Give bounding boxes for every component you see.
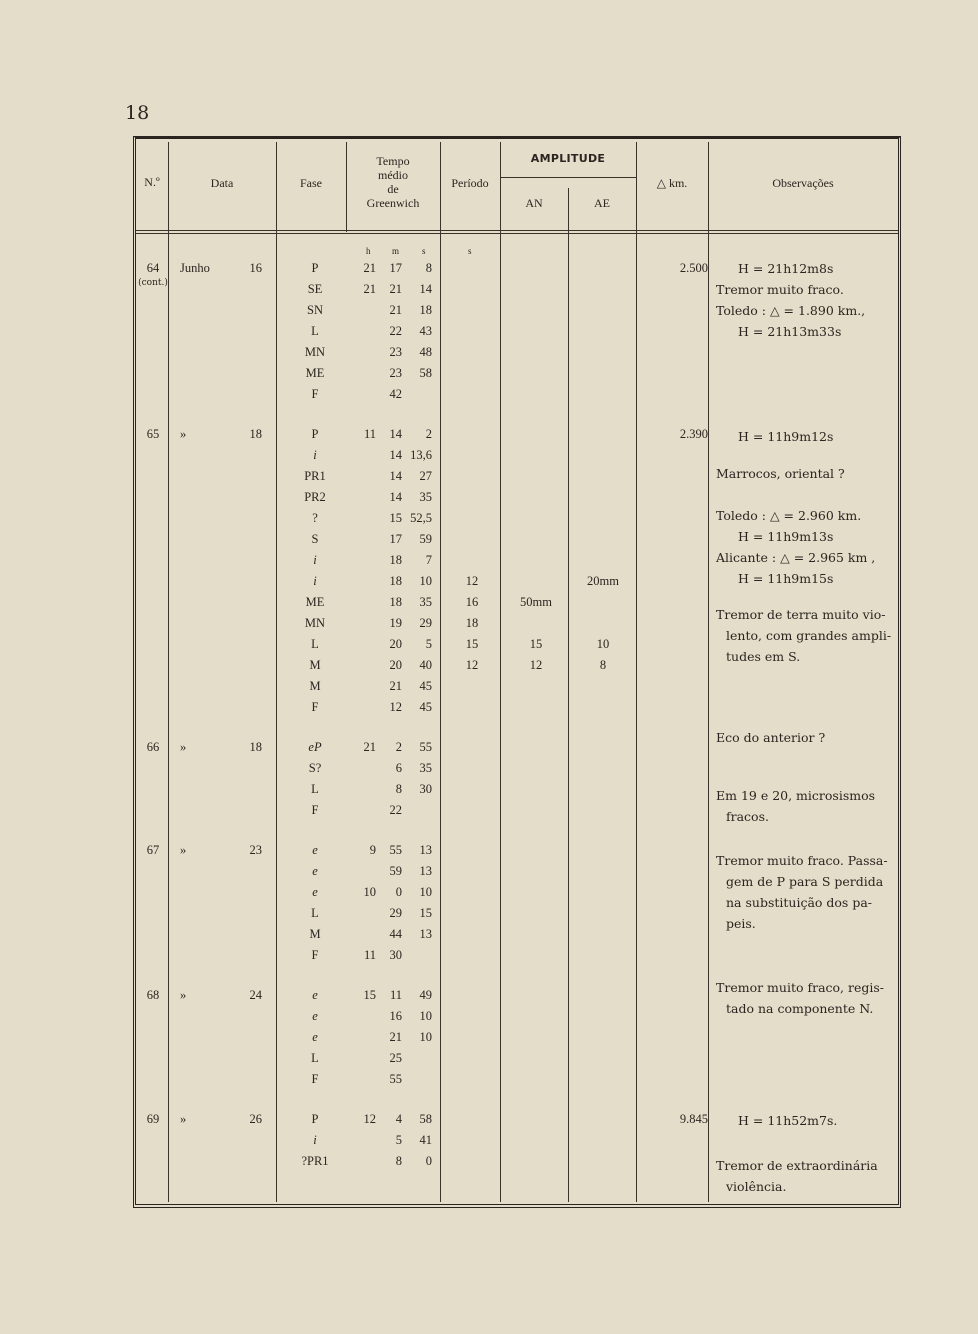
cell-an: 15 (529, 637, 543, 651)
cell-m: 30 (389, 948, 402, 962)
header-tempo-line: Greenwich (366, 196, 420, 210)
cell-m: 25 (389, 1051, 402, 1065)
cell-num: 67 (146, 843, 160, 857)
cell-month: Junho (180, 261, 210, 275)
cell-s: 2 (425, 427, 432, 441)
observation-line: Marrocos, oriental ? (716, 466, 845, 481)
cell-phase: P (311, 261, 319, 275)
cell-an: 50mm (520, 595, 552, 609)
unit-s: s (422, 246, 426, 256)
table-row (136, 1048, 898, 1069)
cell-m: 55 (389, 1072, 402, 1086)
cell-phase: i (313, 574, 317, 588)
cell-phase: PR2 (304, 490, 326, 504)
header-data: Data (210, 176, 234, 190)
cell-phase: F (311, 387, 319, 401)
cell-s: 10 (419, 1009, 432, 1023)
cell-m: 14 (389, 490, 402, 504)
cell-num: 69 (146, 1112, 160, 1126)
observation-line: H = 11h52m7s. (738, 1113, 838, 1128)
cell-phase: i (313, 553, 317, 567)
observation (716, 850, 898, 934)
table-row (136, 1027, 898, 1048)
cell-m: 20 (389, 637, 402, 651)
observation-line: Tremor de extraordinária (716, 1158, 878, 1173)
cell-num: 65 (146, 427, 160, 441)
cell-s: 13,6 (410, 448, 432, 462)
cell-month: » (180, 427, 187, 441)
table-row (136, 1069, 898, 1090)
header-km: △ km. (656, 176, 688, 190)
amplitude-divider (500, 177, 636, 178)
cell-m: 55 (389, 843, 402, 857)
cell-s: 10 (419, 574, 432, 588)
cell-s: 49 (419, 988, 432, 1002)
cell-s: 43 (419, 324, 432, 338)
cell-s: 59 (419, 532, 432, 546)
cell-m: 5 (395, 1133, 402, 1147)
cell-s: 55 (419, 740, 432, 754)
observation-line: fracos. (726, 809, 769, 824)
cell-phase: e (312, 988, 318, 1002)
header-an-label: AN (525, 196, 543, 210)
cell-ae: 10 (596, 637, 610, 651)
observation-line: Eco do anterior ? (716, 730, 826, 745)
cell-s: 35 (419, 761, 432, 775)
header-amplitude: AMPLITUDE (530, 152, 606, 165)
cell-phase: M (309, 658, 321, 672)
observation-line: tado na componente N. (726, 1001, 874, 1016)
cell-h: 12 (363, 1112, 376, 1126)
header-ae (568, 196, 636, 210)
cell-m: 21 (389, 1030, 402, 1044)
cell-h: 21 (363, 282, 376, 296)
header-tempo (346, 154, 440, 210)
observation (716, 505, 898, 589)
observation-line: lento, com grandes ampli- (726, 628, 892, 643)
cell-phase: MN (304, 616, 326, 630)
cell-phase: F (311, 948, 319, 962)
cell-m: 18 (389, 574, 402, 588)
observation-line: gem de P para S perdida (726, 874, 884, 889)
observation-line: H = 21h12m8s (738, 261, 834, 276)
cell-m: 21 (389, 303, 402, 317)
observation-line: Tremor muito fraco. Passa- (716, 853, 888, 868)
cell-phase: e (312, 885, 318, 899)
cell-s: 41 (419, 1133, 432, 1147)
cell-phase: SE (307, 282, 323, 296)
cell-phase: eP (308, 740, 322, 754)
cell-s: 5 (425, 637, 432, 651)
cell-m: 23 (389, 345, 402, 359)
observation (716, 977, 898, 1019)
cell-s: 14 (419, 282, 432, 296)
cell-s: 30 (419, 782, 432, 796)
observation-line: Tremor de terra muito vio- (716, 607, 886, 622)
cell-s: 52,5 (410, 511, 432, 525)
cell-phase: P (311, 427, 319, 441)
observation-line: Toledo : △ = 1.890 km., (716, 303, 866, 318)
observation-line: H = 11h9m15s (738, 571, 834, 586)
cell-h: 10 (363, 885, 376, 899)
cell-phase: e (312, 864, 318, 878)
observation-line: H = 21h13m33s (738, 324, 842, 339)
cell-m: 11 (389, 988, 402, 1002)
cell-num: 66 (146, 740, 160, 754)
cell-per: 15 (465, 637, 479, 651)
cell-h: 21 (363, 261, 376, 275)
cell-m: 2 (395, 740, 402, 754)
cell-m: 20 (389, 658, 402, 672)
cell-per: 16 (465, 595, 479, 609)
table-row (136, 342, 898, 363)
header-tempo-line: médio (378, 168, 408, 182)
cont-label: (cont.) (138, 278, 168, 288)
cell-num: 68 (146, 988, 160, 1002)
cell-phase: L (311, 324, 319, 338)
cell-m: 8 (395, 782, 402, 796)
header-observacoes: Observações (772, 176, 834, 190)
cell-s: 45 (419, 700, 432, 714)
observation-line: Alicante : △ = 2.965 km , (716, 550, 876, 565)
cell-phase: ? (312, 511, 318, 525)
cell-m: 21 (389, 679, 402, 693)
cell-per: 18 (465, 616, 479, 630)
table-row (136, 384, 898, 405)
cell-s: 48 (419, 345, 432, 359)
cell-day: 16 (249, 261, 262, 275)
cell-m: 18 (389, 595, 402, 609)
cell-m: 16 (389, 1009, 402, 1023)
header-tempo-line: de (387, 182, 399, 196)
observation-line: na substituição dos pa- (726, 895, 872, 910)
cell-m: 0 (395, 885, 402, 899)
cell-s: 58 (419, 1112, 432, 1126)
cell-m: 14 (389, 469, 402, 483)
units-row (0, 246, 978, 258)
cell-m: 22 (389, 803, 402, 817)
table-row (136, 363, 898, 384)
cell-m: 59 (389, 864, 402, 878)
cell-s: 35 (419, 595, 432, 609)
observation (716, 463, 898, 484)
unit-m: m (392, 246, 400, 256)
observation-line: Em 19 e 20, microsismos (716, 788, 876, 803)
cell-m: 14 (389, 448, 402, 462)
table-row (136, 697, 898, 718)
page-number: 18 (125, 102, 150, 124)
cell-phase: MN (304, 345, 326, 359)
cell-phase: PR1 (304, 469, 326, 483)
cell-s: 10 (419, 1030, 432, 1044)
observation (716, 785, 898, 827)
cell-m: 44 (389, 927, 402, 941)
cell-h: 9 (369, 843, 376, 857)
cell-m: 14 (389, 427, 402, 441)
cell-day: 26 (249, 1112, 262, 1126)
table-row (136, 676, 898, 697)
header-ae-label: AE (594, 196, 610, 210)
observation-line: H = 11h9m12s (738, 429, 834, 444)
cell-h: 11 (363, 948, 376, 962)
cell-phase: M (309, 927, 321, 941)
table-row (136, 945, 898, 966)
cell-s: 45 (419, 679, 432, 693)
cell-phase: L (311, 637, 319, 651)
cell-month: » (180, 843, 187, 857)
header-tempo-line: Tempo (376, 154, 410, 168)
cell-s: 18 (419, 303, 432, 317)
cell-s: 0 (425, 1154, 432, 1168)
observation-line: H = 11h9m13s (738, 529, 834, 544)
cell-phase: i (313, 1133, 317, 1147)
cell-per: 12 (465, 574, 479, 588)
cell-day: 18 (249, 740, 262, 754)
cell-h: 21 (363, 740, 376, 754)
cell-phase: L (311, 906, 319, 920)
observation-line: Tremor muito fraco, regis- (716, 980, 884, 995)
cell-m: 12 (389, 700, 402, 714)
cell-num: 64 (146, 261, 160, 275)
observation (716, 1155, 898, 1197)
cell-m: 21 (389, 282, 402, 296)
cell-km: 2.500 (679, 261, 708, 275)
cell-m: 19 (389, 616, 402, 630)
cell-s: 29 (419, 616, 432, 630)
cell-s: 7 (425, 553, 432, 567)
cell-day: 24 (249, 988, 262, 1002)
cell-s: 8 (425, 261, 432, 275)
observation (716, 258, 898, 342)
cell-phase: S? (308, 761, 322, 775)
cell-s: 15 (419, 906, 432, 920)
cell-km: 9.845 (679, 1112, 708, 1126)
cell-h: 15 (363, 988, 376, 1002)
cell-phase: SN (307, 303, 323, 317)
header-divider (136, 230, 898, 231)
table-row (136, 1130, 898, 1151)
cell-phase: L (311, 1051, 319, 1065)
cell-m: 42 (389, 387, 402, 401)
cell-ae: 8 (599, 658, 607, 672)
cell-phase: F (311, 700, 319, 714)
observation (716, 426, 898, 447)
cell-h: 11 (363, 427, 376, 441)
cell-phase: ME (305, 595, 325, 609)
cell-m: 4 (395, 1112, 402, 1126)
cell-m: 17 (389, 532, 402, 546)
observation (716, 604, 898, 667)
cell-km: 2.390 (679, 427, 708, 441)
cell-phase: F (311, 803, 319, 817)
cell-s: 35 (419, 490, 432, 504)
observation (716, 727, 898, 748)
observation-line: peis. (726, 916, 756, 931)
observation-line: Toledo : △ = 2.960 km. (716, 508, 862, 523)
cell-an: 12 (529, 658, 543, 672)
header-num: N.º (144, 175, 160, 189)
header-divider (136, 233, 898, 234)
cell-ae: 20mm (587, 574, 619, 588)
cell-s: 13 (419, 864, 432, 878)
cell-phase: e (312, 843, 318, 857)
cell-phase: F (311, 1072, 319, 1086)
cell-day: 23 (249, 843, 262, 857)
cell-s: 27 (419, 469, 432, 483)
header-an (500, 196, 568, 210)
cell-phase: P (311, 1112, 319, 1126)
cell-phase: M (309, 679, 321, 693)
observation (716, 1110, 898, 1131)
unit-per-s: s (468, 246, 472, 256)
header-fase: Fase (300, 176, 322, 190)
cell-m: 17 (389, 261, 402, 275)
cell-phase: i (313, 448, 317, 462)
cell-phase: ME (305, 366, 325, 380)
cell-m: 8 (395, 1154, 402, 1168)
cell-phase: ?PR1 (301, 1154, 329, 1168)
cell-m: 29 (389, 906, 402, 920)
cell-s: 13 (419, 927, 432, 941)
cell-m: 23 (389, 366, 402, 380)
table-row (136, 758, 898, 779)
cell-month: » (180, 740, 187, 754)
observation-line: violência. (726, 1179, 787, 1194)
header-periodo: Período (451, 176, 489, 190)
cell-m: 18 (389, 553, 402, 567)
observation-line: tudes em S. (726, 649, 801, 664)
cell-m: 22 (389, 324, 402, 338)
cell-s: 40 (419, 658, 432, 672)
cell-s: 58 (419, 366, 432, 380)
observation-line: Tremor muito fraco. (716, 282, 844, 297)
cell-m: 15 (389, 511, 402, 525)
cell-phase: e (312, 1030, 318, 1044)
cell-phase: e (312, 1009, 318, 1023)
cell-phase: L (311, 782, 319, 796)
cell-day: 18 (249, 427, 262, 441)
cell-per: 12 (465, 658, 479, 672)
cell-s: 13 (419, 843, 432, 857)
cell-s: 10 (419, 885, 432, 899)
cell-month: » (180, 1112, 187, 1126)
cell-phase: S (311, 532, 319, 546)
cell-month: » (180, 988, 187, 1002)
unit-h: h (366, 246, 371, 256)
cell-m: 6 (395, 761, 402, 775)
